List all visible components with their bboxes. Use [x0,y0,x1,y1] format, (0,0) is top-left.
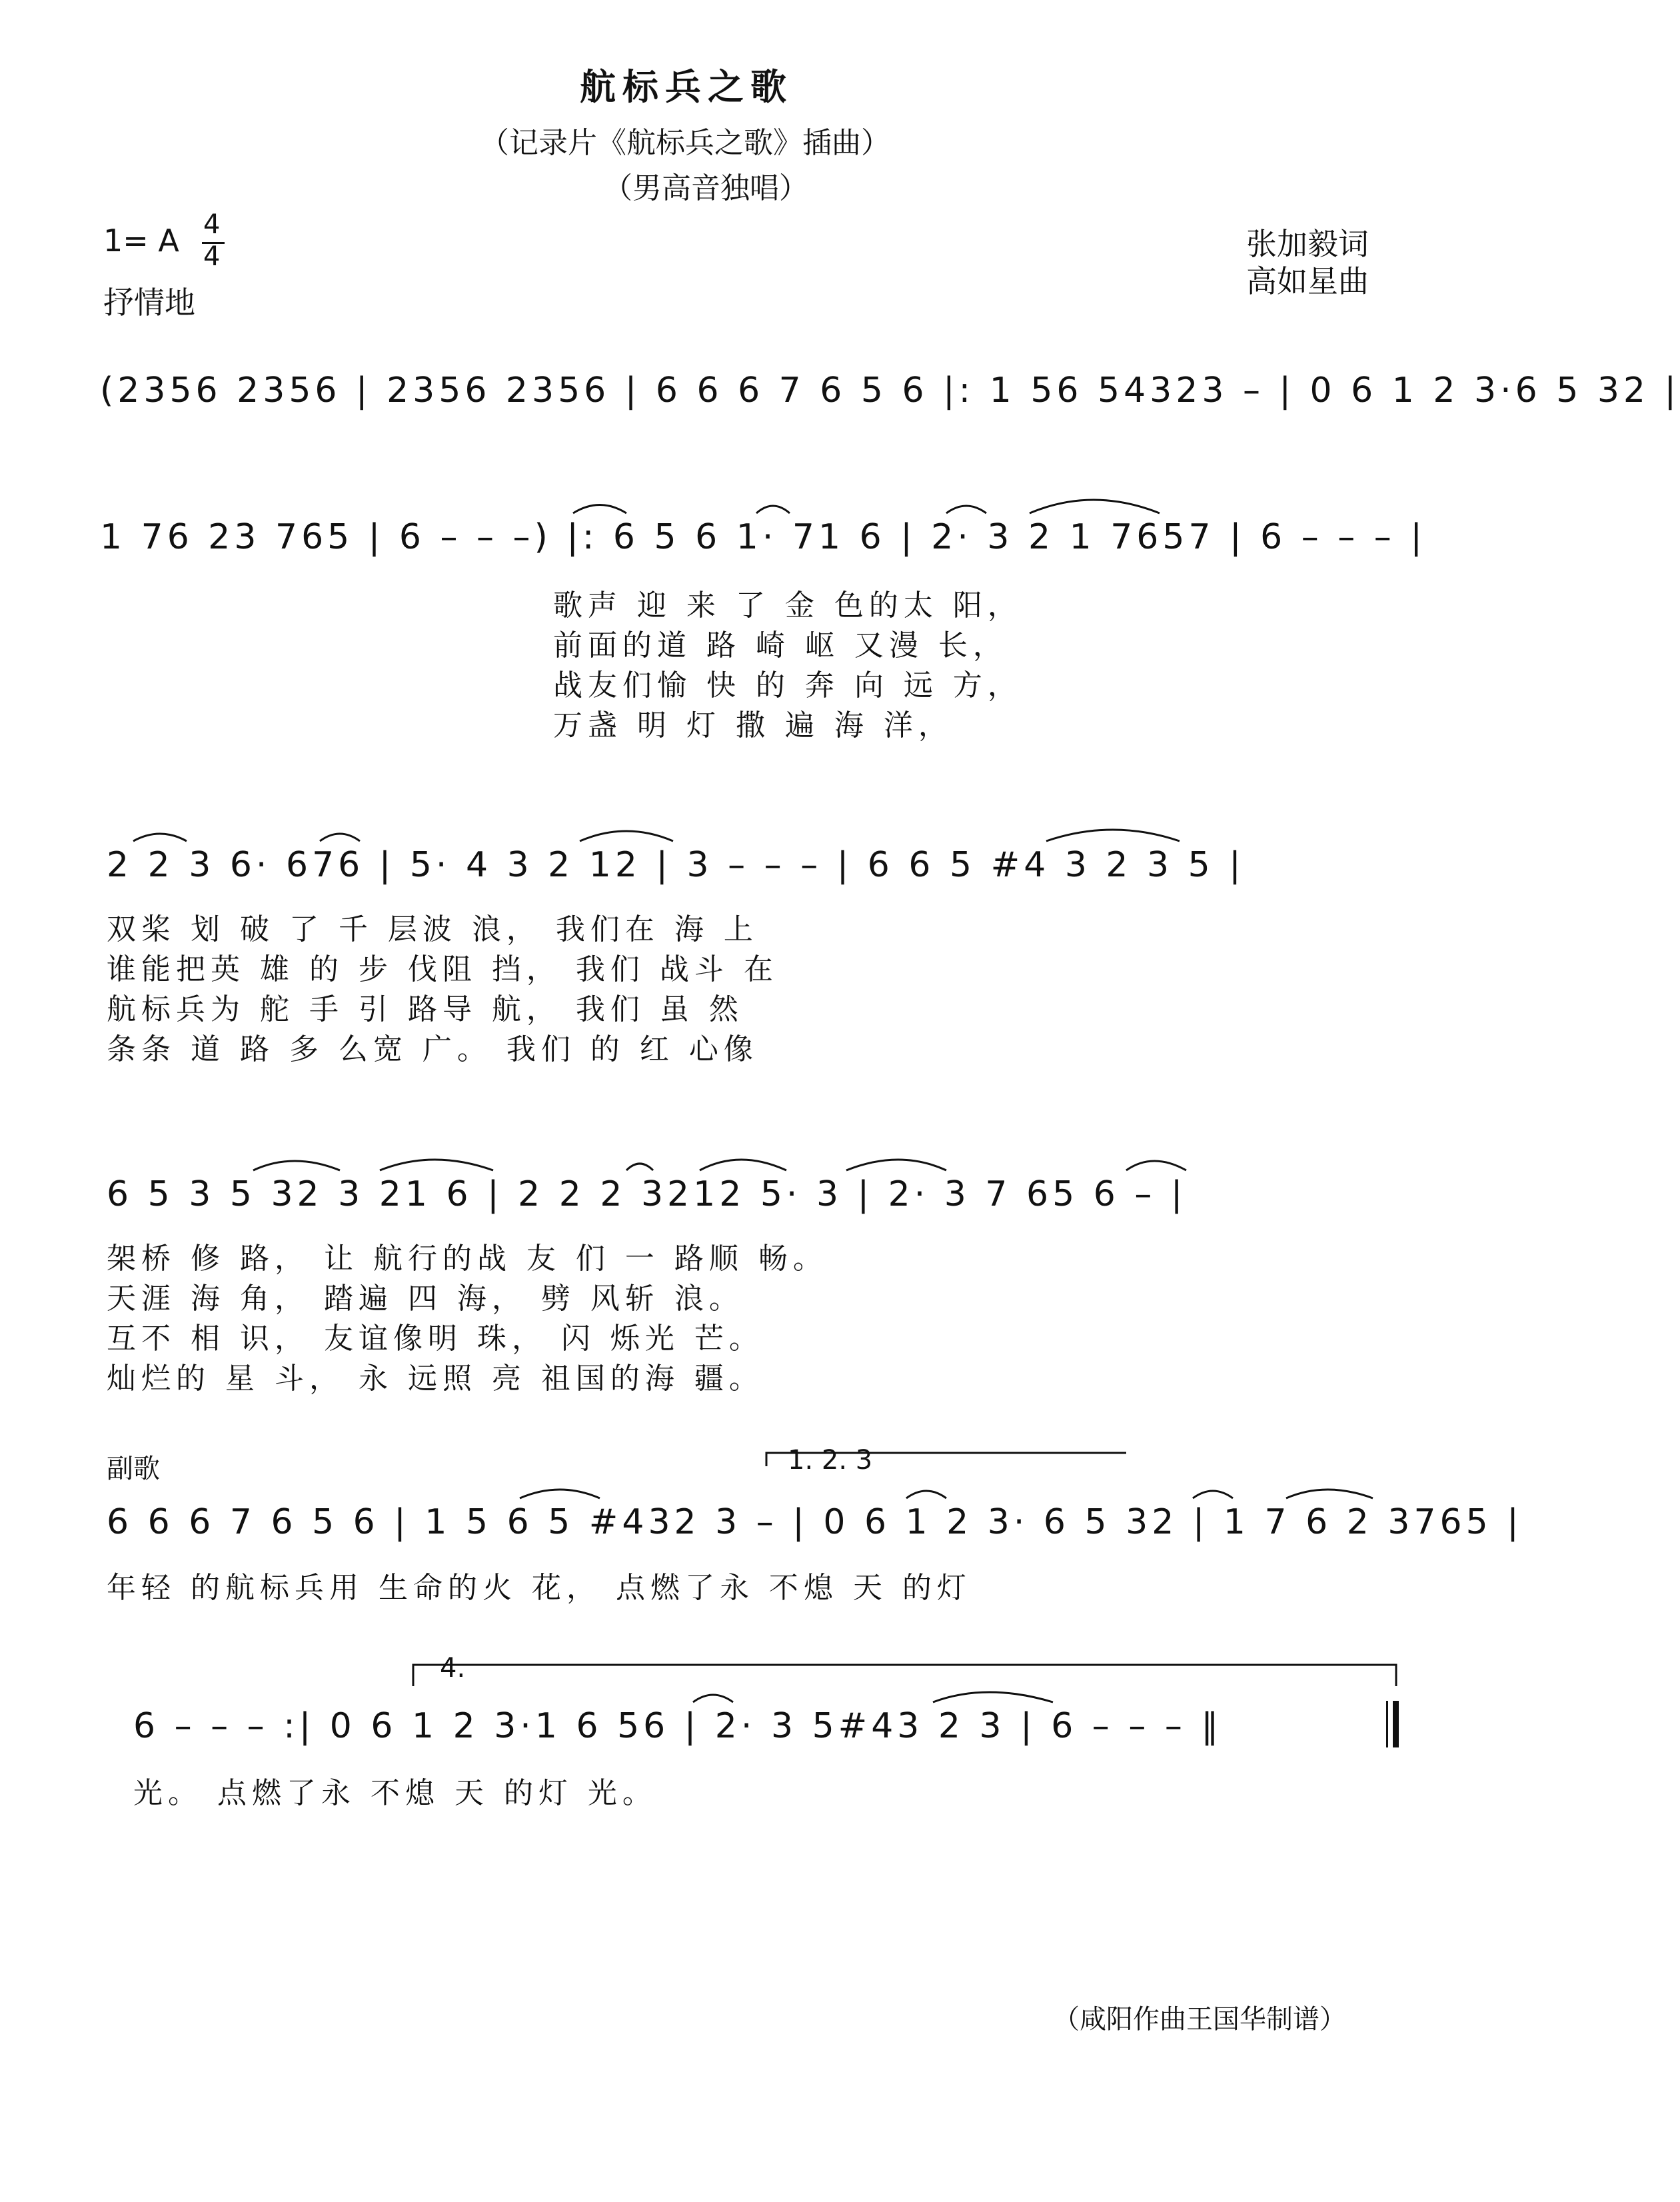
tie-arc [946,506,986,513]
tie-arc [693,1695,733,1702]
volta-bracket [766,1453,1126,1466]
footer-credit: （咸阳作曲王国华制谱） [1053,2004,1346,2035]
melody-line-1: (2356 2356 | 2356 2356 | 6 6 6 7 6 5 6 |: 1 56 54323 – | 0 6 1 2 3·6 5 32 | [100,371,1680,411]
tie-arc [573,505,626,514]
lyricist: 张加毅词 [1246,226,1369,262]
tie-arc [846,1160,946,1170]
song-title: 航标兵之歌 [580,65,793,108]
time-signature-top: 4 [203,209,221,240]
tie-arc [933,1692,1053,1702]
tie-arc [906,1491,946,1498]
lyric-verse-3: 互不 相 识， 友谊像明 珠， 闪 烁光 芒。 [107,1322,764,1356]
lyric-verse-4: 灿烂的 星 斗， 永 远照 亮 祖国的海 疆。 [107,1362,764,1396]
lyric-verse-2: 前面的道 路 崎 岖 又漫 长， [553,628,1008,662]
lyric-verse-2: 谁能把英 雄 的 步 伐阻 挡， 我们 战斗 在 [107,952,778,986]
melody-line-3: 2 2 3 6· 676 | 5· 4 3 2 12 | 3 – – – | 6 6 5 #4 3 2 3 5 | [107,845,1245,885]
final-barline [1393,1701,1399,1747]
melody-line-4: 6 5 3 5 32 3 21 6 | 2 2 2 3212 5· 3 | 2· 3 7 65 6 – | [107,1174,1187,1214]
lyric-verse-3: 航标兵为 舵 手 引 路导 航， 我们 虽 然 [107,992,744,1026]
tie-arc [520,1490,600,1498]
tie-arc [756,506,790,513]
tie-arc [320,834,360,841]
melody-line-2: 1 76 23 765 | 6 – – –) |: 6 5 6 1· 71 6 | 2· 3 2 1 7657 | 6 – – – | [100,517,1426,557]
lyric-verse-1: 双桨 划 破 了 千 层波 浪， 我们在 海 上 [107,912,758,946]
voice-type: （男高音独唱） [603,171,808,205]
volta-label: 4. [440,1653,466,1683]
tie-arc [700,1160,786,1170]
volta-label: 1. 2. 3 [788,1445,873,1476]
time-signature-bottom: 4 [203,241,221,272]
lyric-chorus: 年轻 的航标兵用 生命的火 花， 点燃了永 不熄 天 的灯 [107,1571,972,1605]
lyric-verse-1: 架桥 修 路， 让 航行的战 友 们 一 路顺 畅。 [107,1242,828,1276]
tie-arc [380,1160,493,1170]
tie-arc [1193,1491,1233,1498]
composer: 高如星曲 [1246,263,1369,299]
song-subtitle: （记录片《航标兵之歌》插曲） [480,126,890,160]
melody-line-6: 6 – – – :| 0 6 1 2 3·1 6 56 | 2· 3 5#43 2 3 | 6 – – – ‖ [133,1706,1223,1746]
key-signature: 1= A [103,223,179,259]
lyric-verse-2: 天涯 海 角， 踏遍 四 海， 劈 风斩 浪。 [107,1282,744,1316]
tie-arc [253,1161,340,1170]
volta-bracket [413,1665,1396,1686]
expression-mark: 抒情地 [103,285,195,321]
tie-arc [1030,500,1160,513]
melody-line-5: 6 6 6 7 6 5 6 | 1 5 6 5 #432 3 – | 0 6 1 2 3· 6 5 32 | 1 7 6 2 3765 | [107,1502,1523,1542]
lyric-verse-4: 万盏 明 灯 撒 遍 海 洋， [553,708,953,742]
lyric-ending: 光。 点燃了永 不熄 天 的灯 光。 [133,1776,657,1810]
lyric-verse-1: 歌声 迎 来 了 金 色的太 阳， [553,588,1022,622]
final-barline [1386,1701,1388,1747]
tie-arc [1126,1161,1186,1170]
tie-arc [580,831,673,841]
lyric-verse-3: 战友们愉 快 的 奔 向 远 方， [553,668,1022,702]
tie-arc [1286,1490,1373,1498]
tie-arc [626,1164,653,1170]
lyric-verse-4: 条条 道 路 多 么宽 广。 我们 的 红 心像 [107,1032,758,1066]
section-label: 副歌 [107,1454,160,1484]
tie-arc [133,834,187,841]
tie-arc [1046,830,1180,841]
